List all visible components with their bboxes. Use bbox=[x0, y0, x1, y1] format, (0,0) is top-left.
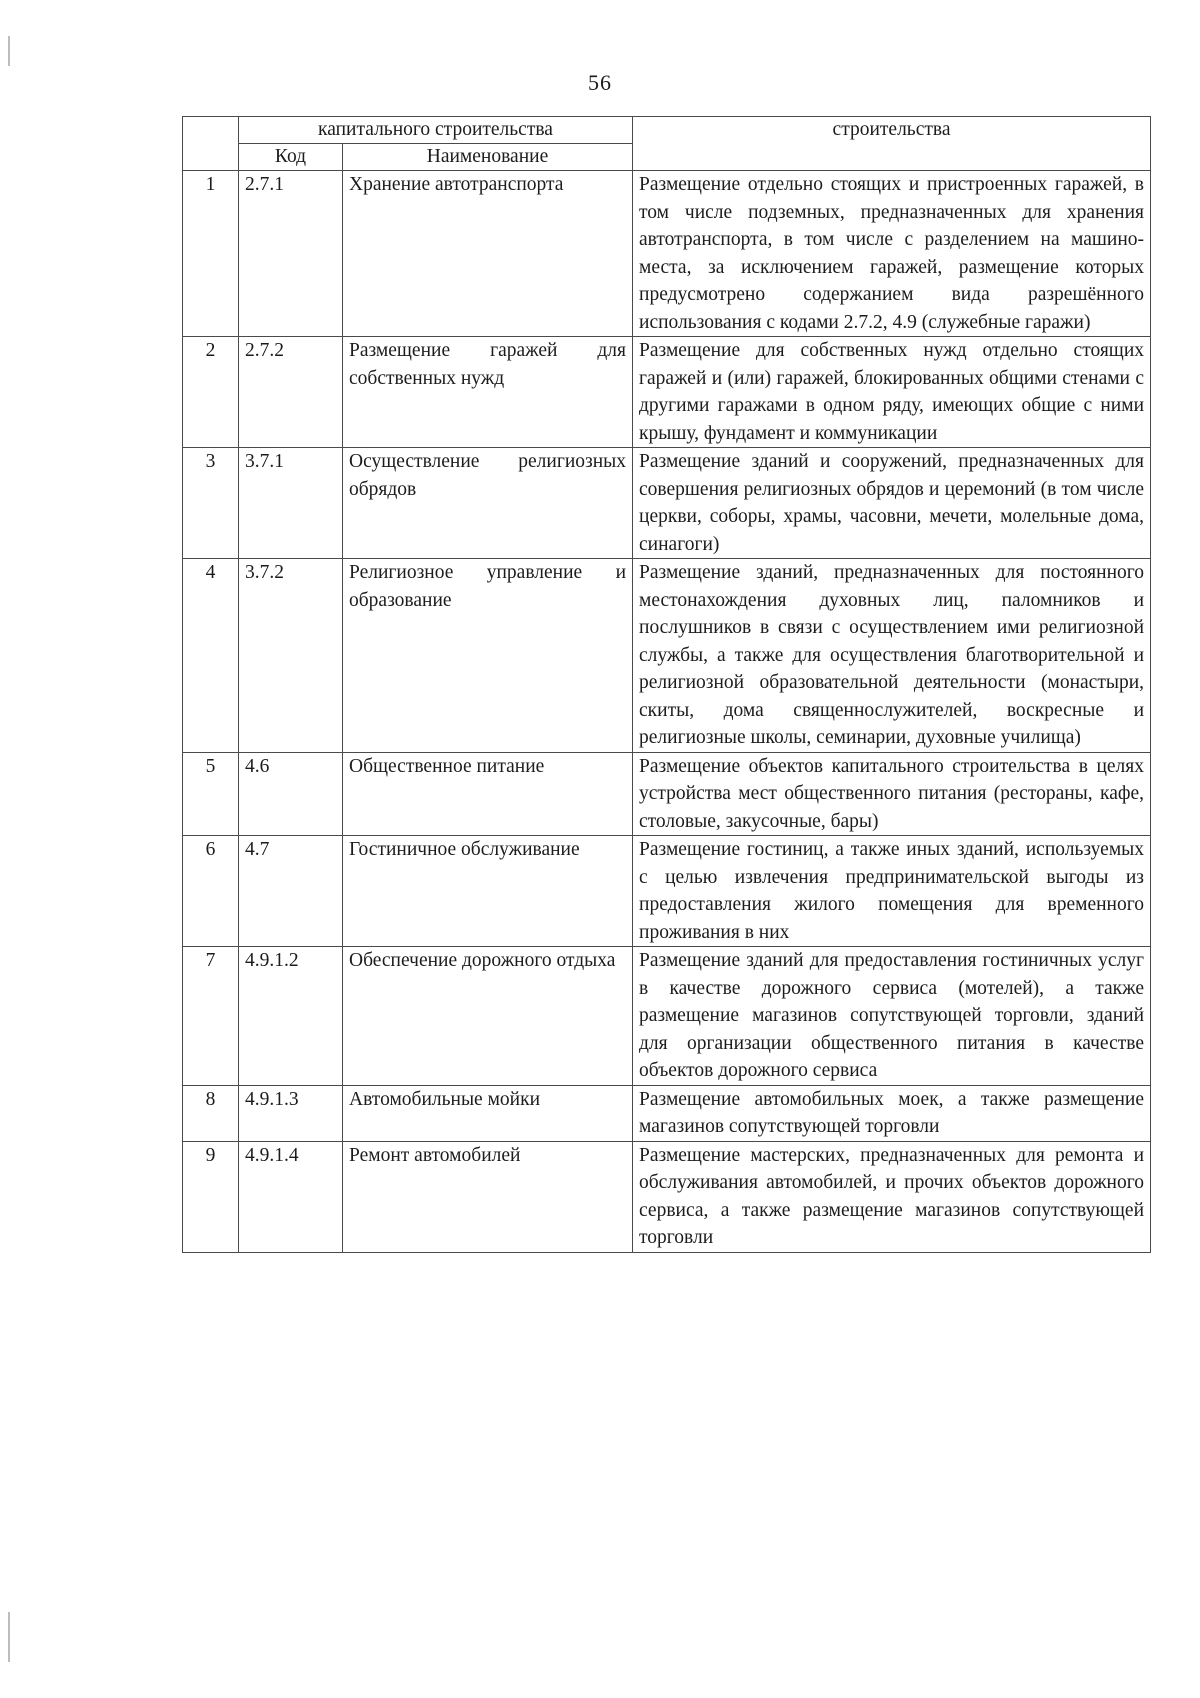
row-name-cell: Обеспечение дорожного отдыха bbox=[343, 947, 633, 1086]
header-group-title: капитального строительства bbox=[239, 117, 633, 144]
table-row bbox=[183, 1085, 1151, 1141]
row-number-cell: 1 bbox=[183, 171, 239, 337]
row-description-cell: Размещение гостиниц, а также иных зданий, используемых с целью извлечения предпринимательской выгоды из предоставления жилого помещения для временного проживания в них bbox=[633, 836, 1151, 947]
land-use-table bbox=[182, 116, 1151, 1253]
table-row bbox=[183, 947, 1151, 1086]
table-row bbox=[183, 1141, 1151, 1252]
table-row bbox=[183, 752, 1151, 836]
scan-edge-mark bbox=[8, 1612, 10, 1662]
row-code-cell: 4.9.1.3 bbox=[239, 1085, 343, 1141]
row-description-cell: Размещение зданий, предназначенных для постоянного местонахождения духовных лиц, паломников и послушников в связи с осуществлением ими религиозной службы, а также для осуществления благотворительной и религиозной образовательной деятельности (монастыри, скиты, дома священнослужителей, воскресные и религиозные школы, семинарии, духовные училища) bbox=[633, 559, 1151, 753]
row-name-cell: Общественное питание bbox=[343, 752, 633, 836]
row-number-cell: 5 bbox=[183, 752, 239, 836]
table-row bbox=[183, 559, 1151, 753]
header-name: Наименование bbox=[343, 144, 633, 171]
row-name-cell: Осуществление религиозных обрядов bbox=[343, 448, 633, 559]
table-body bbox=[183, 117, 1151, 1253]
row-name-cell: Автомобильные мойки bbox=[343, 1085, 633, 1141]
row-code-cell: 3.7.1 bbox=[239, 448, 343, 559]
row-description-cell: Размещение мастерских, предназначенных для ремонта и обслуживания автомобилей, и прочих объектов дорожного сервиса, а также размещение магазинов сопутствующей торговли bbox=[633, 1141, 1151, 1252]
row-code-cell: 3.7.2 bbox=[239, 559, 343, 753]
row-description-cell: Размещение автомобильных моек, а также размещение магазинов сопутствующей торговли bbox=[633, 1085, 1151, 1141]
row-number-cell: 7 bbox=[183, 947, 239, 1086]
row-number-cell: 6 bbox=[183, 836, 239, 947]
row-description-cell: Размещение зданий и сооружений, предназначенных для совершения религиозных обрядов и церемоний (в том числе церкви, соборы, храмы, часовни, мечети, молельные дома, синагоги) bbox=[633, 448, 1151, 559]
page-number: 56 bbox=[588, 70, 612, 95]
row-description-cell: Размещение зданий для предоставления гостиничных услуг в качестве дорожного сервиса (мотелей), а также размещение магазинов сопутствующей торговли, зданий для организации общественного питания в качестве объектов дорожного сервиса bbox=[633, 947, 1151, 1086]
row-number-cell: 3 bbox=[183, 448, 239, 559]
header-code: Код bbox=[239, 144, 343, 171]
row-code-cell: 4.9.1.4 bbox=[239, 1141, 343, 1252]
row-number-cell: 4 bbox=[183, 559, 239, 753]
header-num-cell bbox=[183, 117, 239, 171]
row-name-cell: Размещение гаражей для собственных нужд bbox=[343, 337, 633, 448]
row-code-cell: 4.9.1.2 bbox=[239, 947, 343, 1086]
row-description-cell: Размещение для собственных нужд отдельно стоящих гаражей и (или) гаражей, блокированных общими стенами с другими гаражами в одном ряду, имеющих общие с ними крышу, фундамент и коммуникации bbox=[633, 337, 1151, 448]
row-description-cell: Размещение объектов капитального строительства в целях устройства мест общественного питания (рестораны, кафе, столовые, закусочные, бары) bbox=[633, 752, 1151, 836]
table-header-row bbox=[183, 117, 1151, 144]
row-name-cell: Хранение автотранспорта bbox=[343, 171, 633, 337]
row-number-cell: 9 bbox=[183, 1141, 239, 1252]
row-name-cell: Гостиничное обслуживание bbox=[343, 836, 633, 947]
row-number-cell: 8 bbox=[183, 1085, 239, 1141]
scan-edge-mark bbox=[8, 36, 10, 66]
row-code-cell: 4.6 bbox=[239, 752, 343, 836]
row-code-cell: 2.7.1 bbox=[239, 171, 343, 337]
row-description-cell: Размещение отдельно стоящих и пристроенных гаражей, в том числе подземных, предназначенных для хранения автотранспорта, в том числе с разделением на машино-места, за исключением гаражей, размещение которых предусмотрено содержанием вида разрешённого использования с кодами 2.7.2, 4.9 (служебные гаражи) bbox=[633, 171, 1151, 337]
table-row bbox=[183, 337, 1151, 448]
table-row bbox=[183, 448, 1151, 559]
row-name-cell: Ремонт автомобилей bbox=[343, 1141, 633, 1252]
header-description: строительства bbox=[633, 117, 1151, 171]
row-code-cell: 4.7 bbox=[239, 836, 343, 947]
table-row bbox=[183, 171, 1151, 337]
row-code-cell: 2.7.2 bbox=[239, 337, 343, 448]
row-name-cell: Религиозное управление и образование bbox=[343, 559, 633, 753]
table-row bbox=[183, 836, 1151, 947]
row-number-cell: 2 bbox=[183, 337, 239, 448]
